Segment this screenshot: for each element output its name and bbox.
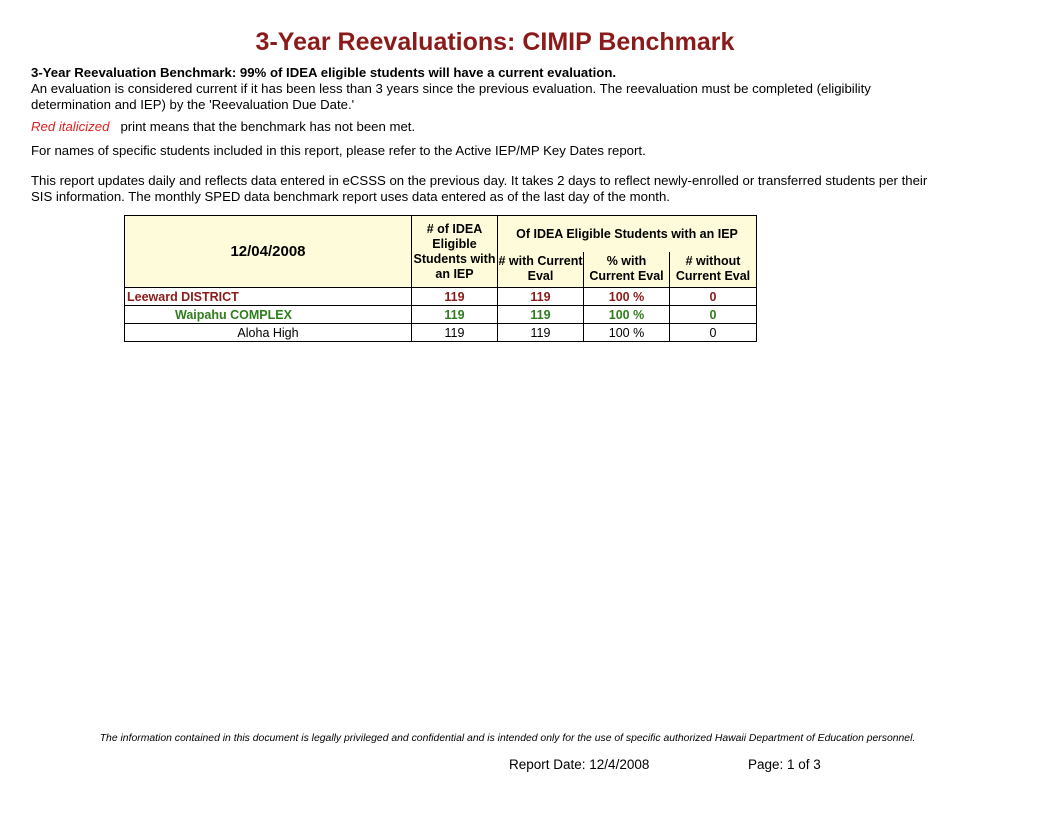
row-pct: 100 % [584,306,670,324]
table-row-district [125,288,757,306]
group-header: Of IDEA Eligible Students with an IEP [498,216,757,252]
report-date: Report Date: 12/4/2008 [509,757,650,772]
col-with-header: # with Current Eval [498,252,584,288]
row-name: Waipahu COMPLEX [125,306,412,324]
description-line-1: An evaluation is considered current if it has been less than 3 years since the previous evaluation. The reevaluation must be completed (eligibility [31,81,871,96]
row-pct: 100 % [584,324,670,342]
row-eligible: 119 [412,288,498,306]
report-title: 3-Year Reevaluations: CIMIP Benchmark [255,28,735,56]
page-number: Page: 1 of 3 [748,757,821,772]
row-eligible: 119 [412,306,498,324]
row-eligible: 119 [412,324,498,342]
table-row-school [125,324,757,342]
row-without: 0 [670,288,757,306]
table-date: 12/04/2008 [125,216,412,288]
benchmark-statement: 3-Year Reevaluation Benchmark: 99% of IDEA eligible students will have a current evaluation. [31,65,617,80]
table-row-complex [125,306,757,324]
update-line-1: This report updates daily and reflects data entered in eCSSS on the previous day. It takes 2 days to reflect newly-enrolled or transferred students per their [31,173,928,188]
names-note: For names of specific students included in this report, please refer to the Active IEP/MP Key Dates report. [31,143,646,158]
red-italic-text: print means that the benchmark has not been met. [120,119,416,134]
row-without: 0 [670,324,757,342]
confidentiality-note: The information contained in this document is legally privileged and confidential and is intended only for the use of specific authorized Hawaii Department of Education personnel. [99,733,916,744]
row-with: 119 [498,288,584,306]
row-with: 119 [498,306,584,324]
red-italic-label: Red italicized [31,119,110,134]
legend-note [31,119,415,135]
row-name: Aloha High [125,324,412,342]
col-eligible-header: # of IDEA Eligible Students with an IEP [412,216,498,288]
row-name: Leeward DISTRICT [125,288,412,306]
benchmark-table [124,215,757,342]
col-pct-header: % with Current Eval [584,252,670,288]
row-pct: 100 % [584,288,670,306]
col-without-header: # without Current Eval [670,252,757,288]
row-with: 119 [498,324,584,342]
row-without: 0 [670,306,757,324]
update-line-2: SIS information. The monthly SPED data benchmark report uses data entered as of the last day of the month. [31,189,670,204]
description-line-2: determination and IEP) by the 'Reevaluation Due Date.' [31,97,355,112]
